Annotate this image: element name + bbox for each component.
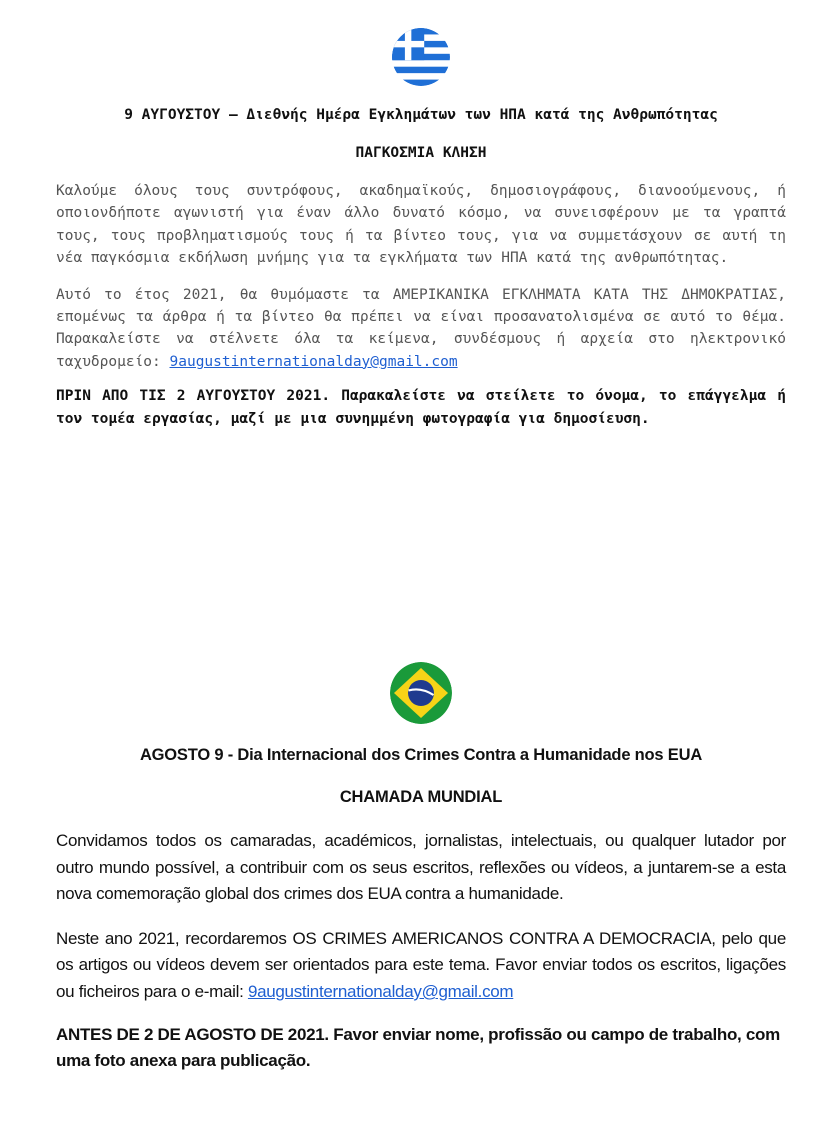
greek-title: 9 ΑΥΓΟΥΣΤΟΥ – Διεθνής Ημέρα Εγκλημάτων των ΗΠΑ κατά της Ανθρωπότητας xyxy=(124,107,718,123)
portuguese-title: AGOSTO 9 - Dia Internacional dos Crimes Contra a Humanidade nos EUA xyxy=(139,746,703,764)
greek-section xyxy=(56,28,786,431)
greek-paragraph-2 xyxy=(56,284,786,374)
portuguese-call-heading: CHAMADA MUNDIAL xyxy=(339,788,503,806)
portuguese-deadline: ANTES DE 2 DE AGOSTO DE 2021. Favor enviar nome, profissão ou campo de trabalho, com uma foto anexa para publicação. xyxy=(56,1024,780,1071)
greece-flag-icon xyxy=(392,28,450,86)
portuguese-email-link[interactable]: 9augustinternationalday@gmail.com xyxy=(247,981,514,1001)
brazil-flag-icon xyxy=(390,662,452,724)
portuguese-paragraph-2-text: Neste ano 2021, recordaremos OS CRIMES AMERICANOS CONTRA A DEMOCRACIA, pelo que os artigos ou vídeos devem ser orientados para este tema. Favor enviar todos os escritos, ligações ou ficheiros para o e-mail: xyxy=(56,928,786,1001)
greek-email-link[interactable]: 9augustinternationalday@gmail.com xyxy=(169,353,458,370)
portuguese-paragraph-2 xyxy=(56,926,786,1006)
greek-paragraph-2-text: Αυτό το έτος 2021, θα θυμόμαστε τα ΑΜΕΡΙΚΑΝΙΚΑ ΕΓΚΛΗΜΑΤΑ ΚΑΤΑ ΤΗΣ ΔΗΜΟΚΡΑΤΙΑΣ, επομένως τα άρθρα ή τα βίντεο θα πρέπει να είναι προσανατολισμένα σε αυτό το θέμα. Παρακαλείστε να στέλνετε όλα τα κείμενα, συνδέσμους ή αρχεία στο ηλεκτρονικό ταχυδρομείο: xyxy=(56,286,786,370)
portuguese-paragraph-1: Convidamos todos os camaradas, académicos, jornalistas, intelectuais, ou qualquer lutador por outro mundo possível, a contribuir com os seus escritos, reflexões ou vídeos, a juntarem-se a esta nova comemoração global dos crimes dos EUA contra a humanidade. xyxy=(56,831,786,904)
brazil-flag-wrap xyxy=(56,662,786,724)
greek-flag-wrap xyxy=(56,28,786,86)
greek-call-heading: ΠΑΓΚΟΣΜΙΑ ΚΛΗΣΗ xyxy=(355,145,487,161)
greek-deadline: ΠΡΙΝ ΑΠΟ ΤΙΣ 2 ΑΥΓΟΥΣΤΟΥ 2021. Παρακαλείστε να στείλετε το όνομα, το επάγγελμα ή τον τομέα εργασίας, μαζί με μια συνημμένη φωτογραφία για δημοσίευση. xyxy=(56,388,786,428)
greek-paragraph-1: Καλούμε όλους τους συντρόφους, ακαδημαϊκούς, δημοσιογράφους, διανοούμενους, ή οποιονδήποτε αγωνιστή για έναν άλλο δυνατό κόσμο, να συνεισφέρουν με τα γραπτά τους, τους προβληματισμούς τους ή τα βίντεο τους, για να συμμετάσχουν σε αυτή τη νέα παγκόσμια εκδήλωση μνήμης για τα εγκλήματα των ΗΠΑ κατά της ανθρωπότητας. xyxy=(56,183,786,267)
portuguese-section xyxy=(56,662,786,1075)
